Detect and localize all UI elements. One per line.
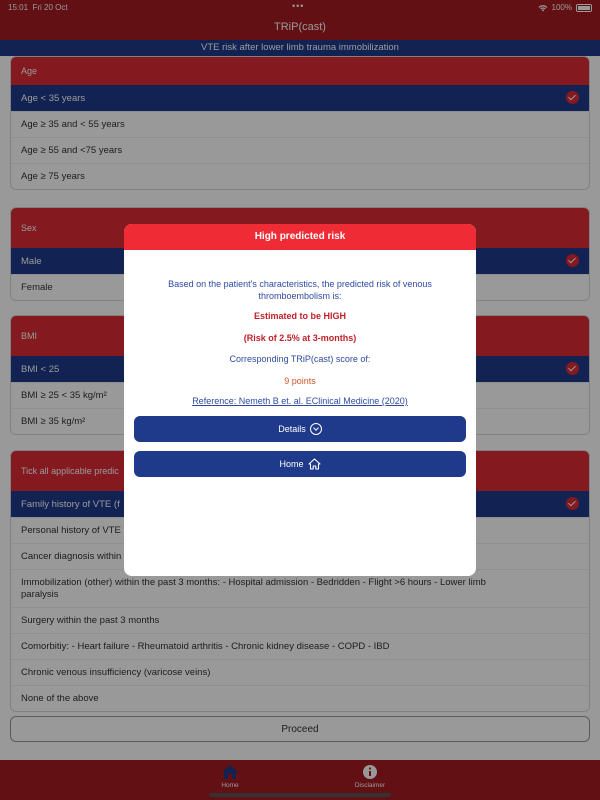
option-bmi-under-25[interactable]: BMI < 25: [11, 356, 589, 382]
risk-result-modal: [124, 224, 476, 576]
reference-link[interactable]: Reference: Nemeth B et. al. EClinical Medicine (2020): [192, 396, 408, 406]
tab-disclaimer[interactable]: Disclaimer: [340, 764, 400, 789]
age-header: Age: [11, 57, 589, 85]
battery-percent: 100%: [551, 3, 572, 12]
score-label: Corresponding TRiP(cast) score of:: [229, 354, 371, 364]
option-age-55-75[interactable]: Age ≥ 55 and <75 years: [11, 137, 589, 163]
option-age-35-55[interactable]: Age ≥ 35 and < 55 years: [11, 111, 589, 137]
status-time: 15:01 Fri 20 Oct: [8, 3, 68, 12]
home-indicator: [209, 793, 391, 797]
risk-percentage: (Risk of 2.5% at 3-months): [243, 333, 357, 343]
home-button[interactable]: Home: [134, 451, 466, 477]
tab-home[interactable]: Home: [200, 764, 260, 789]
proceed-button[interactable]: Proceed: [10, 716, 590, 742]
option-bmi-over-35[interactable]: BMI ≥ 35 kg/m²: [11, 408, 589, 434]
app-subtitle: VTE risk after lower limb trauma immobilization: [0, 40, 600, 56]
option-comorbidity[interactable]: Comorbitiy: - Heart failure - Rheumatoid arthritis - Chronic kidney disease - COPD - IBD: [11, 633, 589, 659]
chevron-down-circle-icon: [310, 423, 322, 435]
option-age-over-75[interactable]: Age ≥ 75 years: [11, 163, 589, 189]
app-title: TRiP(cast): [0, 14, 600, 40]
option-none-of-the-above[interactable]: None of the above: [11, 685, 589, 711]
score-points: 9 points: [284, 376, 316, 386]
option-personal-history-vte[interactable]: Personal history of VTE: [11, 517, 589, 543]
option-family-history-vte[interactable]: Family history of VTE (f: [11, 491, 589, 517]
home-outline-icon: [308, 458, 321, 470]
option-bmi-25-35[interactable]: BMI ≥ 25 < 35 kg/m²: [11, 382, 589, 408]
option-venous-insufficiency[interactable]: Chronic venous insufficiency (varicose veins): [11, 659, 589, 685]
modal-intro-line1: Based on the patient's characteristics, the predicted risk of venous: [168, 279, 432, 289]
modal-intro-line2: thromboembolism is:: [258, 291, 342, 301]
option-male[interactable]: Male: [11, 248, 589, 274]
option-age-under-35[interactable]: Age < 35 years: [11, 85, 589, 111]
sex-header: Sex: [11, 208, 589, 248]
option-female[interactable]: Female: [11, 274, 589, 300]
option-surgery[interactable]: Surgery within the past 3 months: [11, 607, 589, 633]
option-immobilization-other[interactable]: Immobilization (other) within the past 3 months: - Hospital admission - Bedridden - Flight >6 hours - Lower limb paralysis: [11, 569, 589, 607]
modal-title: High predicted risk: [124, 224, 476, 250]
bmi-header: BMI: [11, 316, 589, 356]
risk-estimate: Estimated to be HIGH: [253, 311, 346, 321]
multitask-dots-icon[interactable]: •••: [292, 1, 305, 11]
details-button[interactable]: Details: [134, 416, 466, 442]
option-cancer-diagnosis[interactable]: Cancer diagnosis within: [11, 543, 589, 569]
predictors-header: Tick all applicable predic: [11, 451, 589, 491]
